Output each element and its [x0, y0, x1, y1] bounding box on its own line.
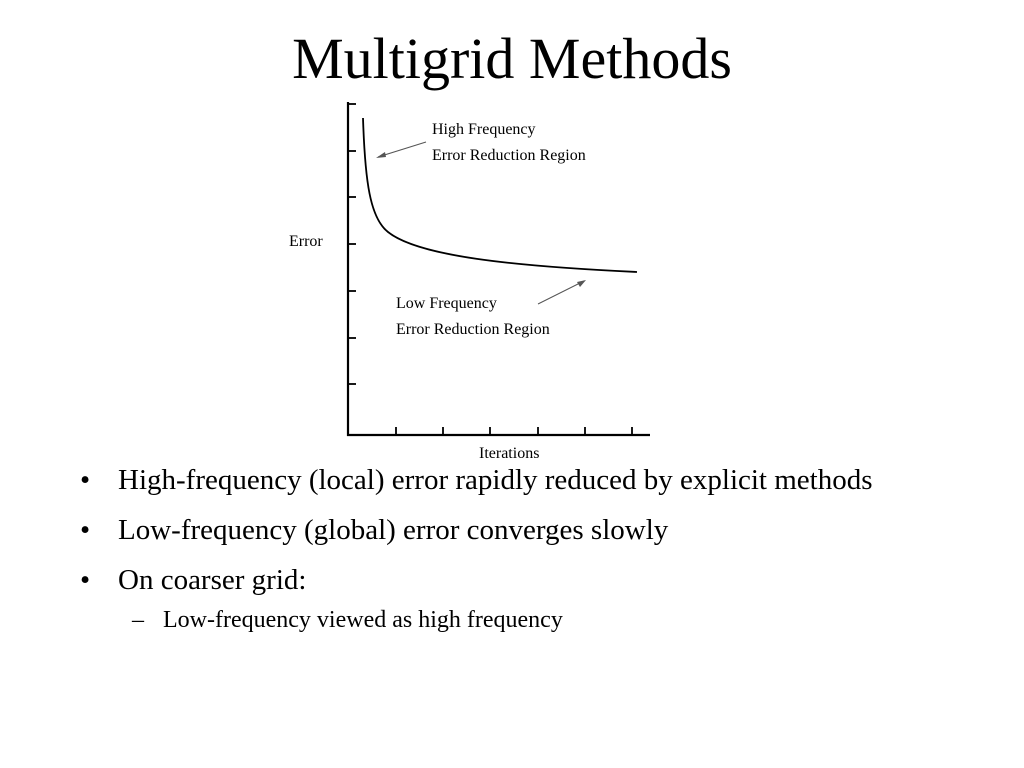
bullet-list	[78, 460, 958, 646]
low-frequency-label-line1: Low Frequency	[396, 295, 497, 312]
bullet-text: High-frequency (local) error rapidly reduced by explicit methods	[118, 464, 873, 496]
sub-bullet-text: Low-frequency viewed as high frequency	[163, 607, 563, 633]
sub-bullet-marker: –	[132, 607, 144, 633]
high-frequency-label-line2: Error Reduction Region	[432, 147, 586, 164]
sub-bullet-item	[118, 604, 958, 636]
bullet-item	[78, 460, 958, 500]
low-frequency-annotation	[396, 280, 586, 338]
low-frequency-arrowhead	[577, 280, 586, 287]
x-axis-label: Iterations	[479, 445, 540, 462]
high-frequency-arrowhead	[376, 152, 386, 158]
low-frequency-arrow	[538, 281, 584, 304]
error-curve-plot	[270, 96, 670, 466]
sub-bullet-list	[118, 604, 958, 636]
bullet-marker: •	[80, 464, 91, 496]
bullet-text: On coarser grid:	[118, 564, 307, 596]
y-axis-label: Error	[289, 233, 323, 250]
high-frequency-label-line1: High Frequency	[432, 121, 536, 138]
x-axis-ticks	[396, 427, 632, 435]
error-vs-iterations-figure	[270, 96, 670, 466]
low-frequency-label-line2: Error Reduction Region	[396, 321, 550, 338]
bullet-marker: •	[80, 514, 91, 546]
bullet-item	[78, 560, 958, 636]
bullet-item	[78, 510, 958, 550]
slide-title: Multigrid Methods	[292, 26, 732, 91]
bullet-marker: •	[80, 564, 91, 596]
high-frequency-annotation	[376, 121, 586, 164]
error-curve	[363, 118, 637, 272]
y-axis-ticks	[348, 104, 356, 384]
bullet-text: Low-frequency (global) error converges slowly	[118, 514, 669, 546]
